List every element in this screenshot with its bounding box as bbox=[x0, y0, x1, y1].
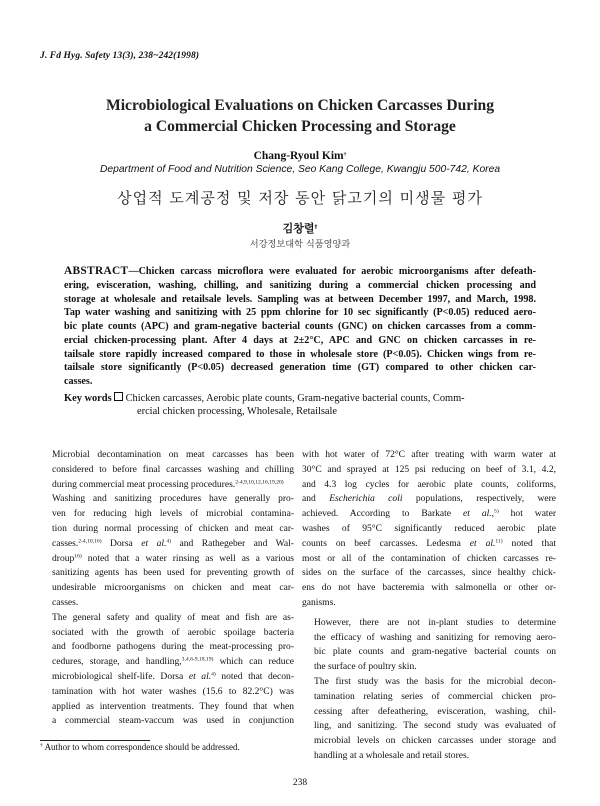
abstract-line: casses. bbox=[64, 376, 93, 387]
korean-title: 상업적 도계공정 및 저장 동안 닭고기의 미생물 평가 bbox=[117, 189, 483, 207]
paragraph: The first study was the basis for the microbial decon- tamination relating series of commercial chicken pro- cessing after defeathering, evisceration, washing, chil- ling, and sanitizing. The second study was evaluated of microbial levels on chicken carcasses under storage and handling at a wholesale and retail stores. bbox=[314, 675, 556, 761]
paragraph: with hot water of 72°C after treating with warm water at 30°C and sprayed at 125 psi reducing on beef of 3.1, 4.2, and 4.3 log cycles for aerobic plate counts, coliforms, and Escherichia coli populations, respectively, were achieved. According to Barkate et al.,$^{5)}$ hot water washes of 95°C significantly reduced aerobic plate counts on beef carcasses. Ledesma et al.$^{11)}$ noted that most or all of the contamination of chicken carcasses re- sides on the surface of the carcasses, since healthy chick- ens do not have bacteremia with salmonella or other or- ganisms. bbox=[302, 449, 557, 608]
journal-reference: J. Fd Hyg. Safety 13(3), 238~242(1998) bbox=[40, 51, 200, 61]
abstract-line: storage at wholesale and retailsale levels. Sampling was at between December 1997, and March, 1998. bbox=[64, 293, 536, 305]
citation: 5) bbox=[494, 508, 499, 515]
box-icon bbox=[114, 392, 123, 401]
keywords-line-1: Chicken carcasses, Aerobic plate counts, Gram-negative bacterial counts, Comm- bbox=[125, 393, 465, 404]
paragraph: However, there are not in-plant studies to determine the efficacy of washing and sanitizing for removing aero- bic plate counts and gram-negative bacterial counts on the surface of poultry skin. bbox=[314, 616, 556, 673]
title-line-1: Microbiological Evaluations on Chicken Carcasses During bbox=[106, 97, 494, 114]
abstract bbox=[64, 265, 536, 389]
abstract-line: tailsale store rapidly increased compared to those in wholesale store (P<0.05). Chicken wings from re- bbox=[64, 348, 536, 360]
keywords-line-2: ercial chicken processing, Wholesale, Retailsale bbox=[137, 406, 338, 418]
citation: 2-4,9,10,12,16,19,20) bbox=[235, 479, 284, 486]
abstract-line: ABSTRACT—Chicken carcass microflora were evaluated for aerobic microorganisms after defeath- bbox=[64, 265, 536, 277]
author-name-text: Chang-Ryoul Kim bbox=[253, 150, 344, 162]
keywords-label: Key words bbox=[64, 393, 112, 404]
keywords bbox=[64, 392, 538, 419]
author-dagger: † bbox=[343, 151, 347, 158]
author-affiliation: Department of Food and Nutrition Science, Seo Kang College, Kwangju 500-742, Korea bbox=[99, 164, 501, 175]
korean-author-text: 김창렬 bbox=[282, 222, 315, 235]
korean-author bbox=[40, 220, 560, 236]
title-line-2: a Commercial Chicken Processing and Storage bbox=[144, 118, 456, 135]
citation: 4) bbox=[211, 671, 216, 678]
korean-affiliation: 서강정보대학 식품영양과 bbox=[249, 239, 351, 250]
paragraph: Microbial decontamination on meat carcasses has been considered to before final carcasses washing and chilling during commercial meat processing procedures.$^{2-4,9,10,12,16,19,20)}$ Washing and sanitizing procedures have generally pro- ven for reducing high levels of microbial contamina- tion during normal processing of chicken and meat car- casses.$^{2-4,10,16)}$ Dorsa et al.$^{4)}$ and Rathegeber and Wal- droup$^{16)}$ noted that a water rinsing as well as a various sanitizing agents has been used for preventing growth of undesirable microorganisms on chicken and meat car- casses. bbox=[52, 449, 294, 608]
body-right-column bbox=[302, 448, 556, 764]
abstract-line: bic plate counts (APC) and gram-negative bacterial counts (GNC) on chicken carcasses from a comm- bbox=[64, 321, 536, 332]
footnote-dagger: † bbox=[40, 742, 43, 749]
footnote-text: Author to whom correspondence should be addressed. bbox=[44, 742, 240, 752]
paragraph: The general safety and quality of meat and fish are as- sociated with the growth of aerobic spoilage bacteria and foodborne pathogens during the meat-processing pro- cedures, storage, and handling,$^{3,4,6-9,18,19)}$ which can reduce microbiological shelf-life. Dorsa et al.$^{4)}$ noted that decon- tamination with hot water washes (15.6 to 82.2°C) was applied as intervention treatments. They found that when a commercial steam-vaccum was used in conjunction bbox=[52, 611, 295, 727]
paper-title bbox=[40, 95, 560, 137]
citation: 2-4,10,16) bbox=[78, 538, 102, 545]
abstract-dash: — bbox=[128, 266, 139, 277]
citation: 16) bbox=[74, 553, 82, 560]
citation: 3,4,6-9,18,19) bbox=[181, 656, 214, 663]
abstract-line: ercial chicken-processing plant. After 4 days at 2±2°C, APC and GNC on chicken carcasses in re- bbox=[64, 334, 536, 346]
abstract-line: tailsale store significantly (P<0.05) decreased generation time (GT) compared to other chicken car- bbox=[64, 362, 536, 374]
footnote-rule bbox=[40, 740, 150, 741]
page-number: 238 bbox=[292, 778, 308, 788]
citation: 11) bbox=[495, 538, 503, 545]
korean-author-dagger: † bbox=[314, 224, 318, 231]
abstract-line: Tap water washing and sanitizing with 25 ppm chlorine for 10 sec significantly (P<0.05) reduced aero- bbox=[64, 307, 536, 319]
footnote bbox=[40, 742, 240, 752]
abstract-line: ering, evisceration, washing, chilling, and sanitizing during a commercial chicken processing and bbox=[64, 279, 536, 291]
abstract-label: ABSTRACT bbox=[64, 265, 129, 277]
body-left-column bbox=[40, 448, 294, 729]
citation: 4) bbox=[166, 538, 172, 545]
author-name bbox=[40, 150, 560, 162]
